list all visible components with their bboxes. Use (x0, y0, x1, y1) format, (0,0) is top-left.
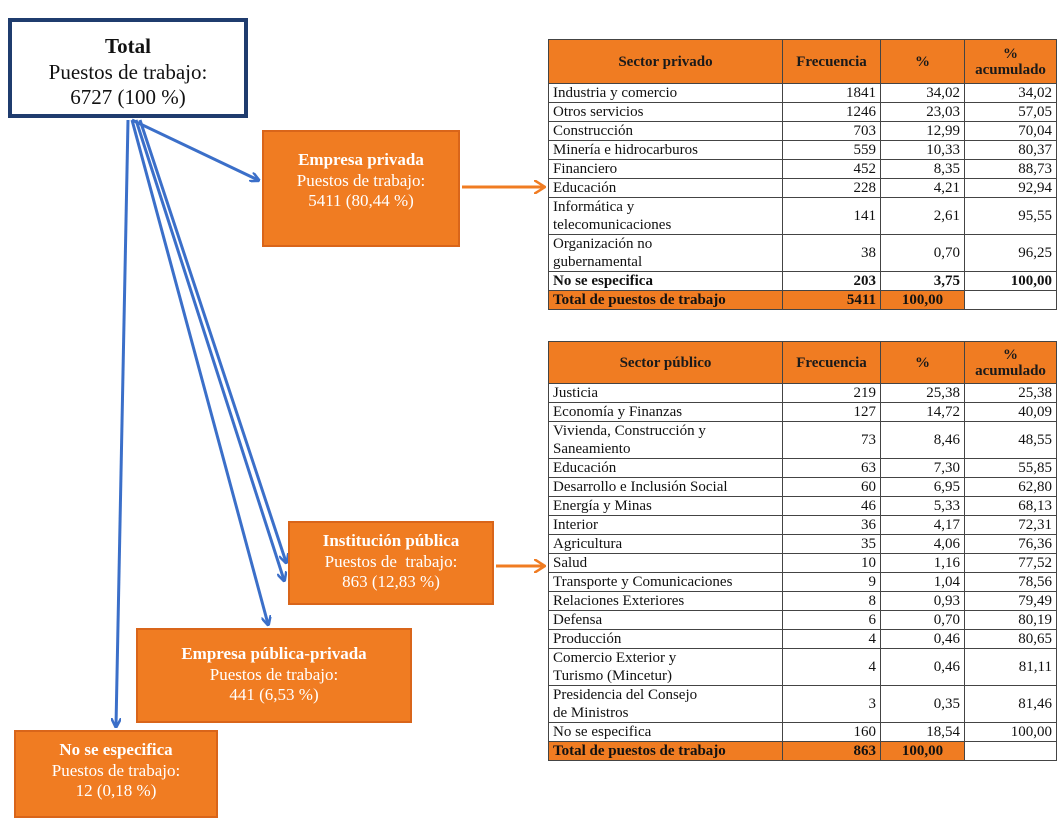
row-value-cell: 63 (783, 459, 881, 478)
public-private-label: Puestos de trabajo: (209, 664, 339, 684)
unspecified-value: 12 (0,18 %) (75, 781, 157, 801)
row-value-cell: 0,93 (881, 592, 965, 611)
public-private-company-box (136, 628, 412, 723)
table-row (549, 235, 1057, 272)
row-label-cell: Economía y Finanzas (549, 403, 783, 422)
table-row (549, 554, 1057, 573)
row-value-cell: 46 (783, 497, 881, 516)
total-value-cell: 863 (783, 742, 881, 761)
table-row (549, 141, 1057, 160)
column-header: Frecuencia (783, 342, 881, 384)
row-value-cell: 8 (783, 592, 881, 611)
row-value-cell: 127 (783, 403, 881, 422)
table-row (549, 686, 1057, 723)
row-value-cell: 100,00 (965, 272, 1057, 291)
row-value-cell: 2,61 (881, 198, 965, 235)
row-label-cell: Comercio Exterior y Turismo (Mincetur) (549, 649, 783, 686)
table-row (549, 422, 1057, 459)
total-value-cell: 100,00 (881, 291, 965, 310)
row-value-cell: 80,19 (965, 611, 1057, 630)
row-value-cell: 40,09 (965, 403, 1057, 422)
column-header: % acumulado (965, 40, 1057, 84)
table-row (549, 478, 1057, 497)
row-label-cell: Desarrollo e Inclusión Social (549, 478, 783, 497)
column-header: Frecuencia (783, 40, 881, 84)
row-label-cell: Educación (549, 179, 783, 198)
total-value-cell: 100,00 (881, 742, 965, 761)
private-company-box (262, 130, 460, 247)
row-label-cell: Industria y comercio (549, 84, 783, 103)
row-value-cell: 10 (783, 554, 881, 573)
row-label-cell: Agricultura (549, 535, 783, 554)
public-sector-table (548, 341, 1057, 761)
unspecified-title: No se especifica (59, 740, 173, 759)
row-value-cell: 34,02 (965, 84, 1057, 103)
private-label: Puestos de trabajo: (296, 170, 426, 190)
row-label-cell: Producción (549, 630, 783, 649)
column-header: Sector privado (549, 40, 783, 84)
row-value-cell: 8,35 (881, 160, 965, 179)
row-value-cell: 18,54 (881, 723, 965, 742)
total-label-cell: Total de puestos de trabajo (549, 742, 783, 761)
row-value-cell: 219 (783, 384, 881, 403)
row-label-cell: Defensa (549, 611, 783, 630)
table-row (549, 272, 1057, 291)
total-value-cell (965, 742, 1057, 761)
row-label-cell: Relaciones Exteriores (549, 592, 783, 611)
row-value-cell: 48,55 (965, 422, 1057, 459)
public-title: Institución pública (322, 531, 460, 550)
total-row (549, 742, 1057, 761)
total-row (549, 291, 1057, 310)
row-value-cell: 100,00 (965, 723, 1057, 742)
arrow-to-unspecified (116, 120, 128, 726)
table-row (549, 723, 1057, 742)
row-value-cell: 79,49 (965, 592, 1057, 611)
row-label-cell: Financiero (549, 160, 783, 179)
row-value-cell: 36 (783, 516, 881, 535)
row-label-cell: Informática y telecomunicaciones (549, 198, 783, 235)
row-value-cell: 228 (783, 179, 881, 198)
row-value-cell: 0,46 (881, 630, 965, 649)
table-row (549, 84, 1057, 103)
row-value-cell: 0,70 (881, 611, 965, 630)
table-row (549, 384, 1057, 403)
row-label-cell: Construcción (549, 122, 783, 141)
row-value-cell: 3 (783, 686, 881, 723)
row-value-cell: 60 (783, 478, 881, 497)
row-value-cell: 0,70 (881, 235, 965, 272)
row-value-cell: 68,13 (965, 497, 1057, 516)
row-value-cell: 5,33 (881, 497, 965, 516)
table-row (549, 535, 1057, 554)
row-value-cell: 76,36 (965, 535, 1057, 554)
row-label-cell: Minería e hidrocarburos (549, 141, 783, 160)
table-row (549, 459, 1057, 478)
unspecified-box (14, 730, 218, 818)
row-label-cell: Educación (549, 459, 783, 478)
row-value-cell: 80,65 (965, 630, 1057, 649)
row-value-cell: 4 (783, 630, 881, 649)
table-row (549, 160, 1057, 179)
row-value-cell: 1246 (783, 103, 881, 122)
row-value-cell: 62,80 (965, 478, 1057, 497)
table-row (549, 497, 1057, 516)
column-header: % (881, 40, 965, 84)
row-value-cell: 57,05 (965, 103, 1057, 122)
row-value-cell: 73 (783, 422, 881, 459)
row-value-cell: 160 (783, 723, 881, 742)
row-label-cell: Justicia (549, 384, 783, 403)
public-private-title: Empresa pública-privada (181, 644, 367, 663)
row-value-cell: 4,06 (881, 535, 965, 554)
table-row (549, 573, 1057, 592)
row-value-cell: 81,46 (965, 686, 1057, 723)
row-value-cell: 6 (783, 611, 881, 630)
unspecified-label: Puestos de trabajo: (51, 760, 181, 780)
table-row (549, 516, 1057, 535)
row-value-cell: 1841 (783, 84, 881, 103)
row-value-cell: 23,03 (881, 103, 965, 122)
row-label-cell: Organización no gubernamental (549, 235, 783, 272)
row-label-cell: No se especifica (549, 272, 783, 291)
table-row (549, 630, 1057, 649)
total-value-cell (965, 291, 1057, 310)
total-value: 6727 (100 %) (70, 85, 186, 110)
row-label-cell: Vivienda, Construcción y Saneamiento (549, 422, 783, 459)
row-value-cell: 55,85 (965, 459, 1057, 478)
table-row (549, 592, 1057, 611)
total-box (8, 18, 248, 118)
row-value-cell: 96,25 (965, 235, 1057, 272)
row-label-cell: Presidencia del Consejo de Ministros (549, 686, 783, 723)
private-value: 5411 (80,44 %) (308, 191, 414, 211)
row-value-cell: 559 (783, 141, 881, 160)
row-value-cell: 452 (783, 160, 881, 179)
table-row (549, 198, 1057, 235)
row-value-cell: 12,99 (881, 122, 965, 141)
table-row (549, 103, 1057, 122)
row-value-cell: 38 (783, 235, 881, 272)
public-label: Puestos de trabajo: (324, 551, 458, 571)
row-label-cell: Otros servicios (549, 103, 783, 122)
row-label-cell: Transporte y Comunicaciones (549, 573, 783, 592)
total-value-cell: 5411 (783, 291, 881, 310)
row-value-cell: 9 (783, 573, 881, 592)
table-row (549, 403, 1057, 422)
table-row (549, 122, 1057, 141)
total-title: Total (105, 34, 151, 58)
row-value-cell: 72,31 (965, 516, 1057, 535)
row-value-cell: 78,56 (965, 573, 1057, 592)
column-header: % (881, 342, 965, 384)
row-value-cell: 1,04 (881, 573, 965, 592)
column-header: % acumulado (965, 342, 1057, 384)
row-value-cell: 25,38 (965, 384, 1057, 403)
row-value-cell: 35 (783, 535, 881, 554)
table-row (549, 611, 1057, 630)
row-value-cell: 88,73 (965, 160, 1057, 179)
total-label-cell: Total de puestos de trabajo (549, 291, 783, 310)
row-value-cell: 14,72 (881, 403, 965, 422)
public-institution-box (288, 521, 494, 605)
row-value-cell: 4,17 (881, 516, 965, 535)
row-value-cell: 1,16 (881, 554, 965, 573)
row-value-cell: 4,21 (881, 179, 965, 198)
row-value-cell: 7,30 (881, 459, 965, 478)
row-label-cell: Interior (549, 516, 783, 535)
row-value-cell: 25,38 (881, 384, 965, 403)
row-value-cell: 0,35 (881, 686, 965, 723)
public-private-value: 441 (6,53 %) (229, 685, 319, 705)
row-value-cell: 77,52 (965, 554, 1057, 573)
row-label-cell: No se especifica (549, 723, 783, 742)
row-value-cell: 92,94 (965, 179, 1057, 198)
column-header: Sector público (549, 342, 783, 384)
row-value-cell: 8,46 (881, 422, 965, 459)
row-value-cell: 70,04 (965, 122, 1057, 141)
table-row (549, 179, 1057, 198)
row-value-cell: 3,75 (881, 272, 965, 291)
row-value-cell: 34,02 (881, 84, 965, 103)
row-value-cell: 10,33 (881, 141, 965, 160)
row-value-cell: 95,55 (965, 198, 1057, 235)
row-value-cell: 0,46 (881, 649, 965, 686)
row-value-cell: 203 (783, 272, 881, 291)
row-value-cell: 81,11 (965, 649, 1057, 686)
total-label: Puestos de trabajo: (48, 59, 208, 84)
row-value-cell: 6,95 (881, 478, 965, 497)
row-value-cell: 703 (783, 122, 881, 141)
private-sector-table (548, 39, 1057, 310)
public-value: 863 (12,83 %) (342, 572, 440, 592)
arrow-to-public-private (132, 120, 268, 624)
private-title: Empresa privada (298, 150, 424, 169)
row-value-cell: 80,37 (965, 141, 1057, 160)
row-label-cell: Salud (549, 554, 783, 573)
table-row (549, 649, 1057, 686)
row-value-cell: 141 (783, 198, 881, 235)
row-label-cell: Energía y Minas (549, 497, 783, 516)
row-value-cell: 4 (783, 649, 881, 686)
